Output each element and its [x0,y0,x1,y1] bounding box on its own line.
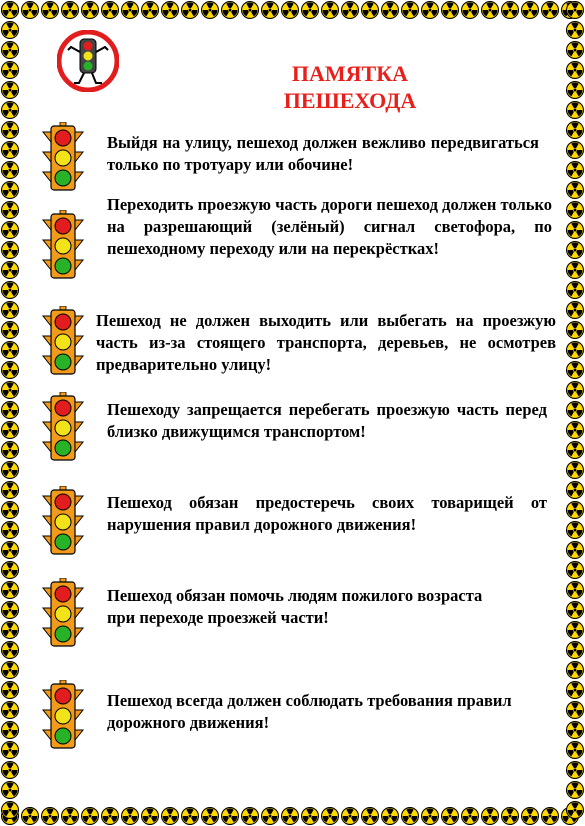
radiation-trefoil-icon [1,781,19,799]
radiation-trefoil-icon [566,741,584,759]
radiation-trefoil-icon [1,661,19,679]
radiation-trefoil-icon [1,581,19,599]
radiation-trefoil-icon [566,541,584,559]
radiation-trefoil-icon [1,1,19,19]
radiation-trefoil-icon [1,101,19,119]
radiation-trefoil-icon [541,1,559,19]
radiation-trefoil-icon [566,301,584,319]
radiation-trefoil-icon [566,281,584,299]
radiation-trefoil-icon [566,101,584,119]
radiation-trefoil-icon [481,1,499,19]
radiation-trefoil-icon [1,501,19,519]
radiation-trefoil-icon [1,321,19,339]
radiation-trefoil-icon [566,681,584,699]
radiation-trefoil-icon [101,807,119,825]
radiation-trefoil-icon [1,281,19,299]
radiation-trefoil-icon [221,807,239,825]
radiation-trefoil-icon [241,1,259,19]
radiation-trefoil-icon [566,181,584,199]
radiation-trefoil-icon [566,61,584,79]
radiation-trefoil-icon [566,261,584,279]
radiation-trefoil-icon [541,807,559,825]
radiation-trefoil-icon [1,801,19,819]
radiation-trefoil-icon [566,801,584,819]
radiation-trefoil-icon [566,461,584,479]
radiation-trefoil-icon [566,321,584,339]
radiation-trefoil-icon [1,221,19,239]
radiation-trefoil-icon [281,807,299,825]
radiation-trefoil-icon [1,301,19,319]
radiation-trefoil-icon [41,1,59,19]
rule-text: Переходить проезжую часть дороги пешеход должен только на разрешающий (зелёный) сигнал светофора, по пешеходному переходу или на перекрёстках! [107,195,552,258]
radiation-trefoil-icon [361,807,379,825]
radiation-trefoil-icon [1,461,19,479]
radiation-trefoil-icon [381,1,399,19]
radiation-trefoil-icon [121,1,139,19]
radiation-trefoil-icon [181,807,199,825]
radiation-trefoil-icon [441,1,459,19]
traffic-light-icon [40,680,86,750]
rule-4 [40,392,547,462]
radiation-trefoil-icon [1,541,19,559]
radiation-trefoil-icon [1,121,19,139]
radiation-trefoil-icon [1,741,19,759]
radiation-trefoil-icon [261,807,279,825]
radiation-trefoil-icon [566,441,584,459]
radiation-trefoil-icon [281,1,299,19]
radiation-trefoil-icon [566,601,584,619]
radiation-trefoil-icon [401,1,419,19]
radiation-trefoil-icon [566,421,584,439]
radiation-trefoil-icon [566,581,584,599]
rule-text: Пешеход обязан предостеречь своих товарищей от нарушения правил дорожного движения! [107,493,547,534]
radiation-trefoil-icon [401,807,419,825]
radiation-trefoil-icon [1,181,19,199]
radiation-trefoil-icon [1,621,19,639]
radiation-trefoil-icon [566,21,584,39]
radiation-trefoil-icon [321,807,339,825]
radiation-trefoil-icon [141,1,159,19]
border-bottom [0,806,585,826]
rule-text: Пешеход всегда должен соблюдать требования правил дорожного движения! [107,691,512,732]
rule-7 [40,680,547,750]
radiation-trefoil-icon [1,701,19,719]
radiation-trefoil-icon [81,1,99,19]
title-line-2: ПЕШЕХОДА [283,88,417,113]
border-top [0,0,585,20]
radiation-trefoil-icon [321,1,339,19]
radiation-trefoil-icon [566,221,584,239]
border-left [0,0,20,826]
radiation-trefoil-icon [461,1,479,19]
radiation-trefoil-icon [1,681,19,699]
radiation-trefoil-icon [421,1,439,19]
radiation-trefoil-icon [61,1,79,19]
radiation-trefoil-icon [501,807,519,825]
rule-text: Пешеход не должен выходить или выбегать на проезжую часть из-за стоящего транспорта, деревьев, не осмотрев предварительно улицу! [96,311,556,374]
radiation-trefoil-icon [1,161,19,179]
radiation-trefoil-icon [566,701,584,719]
radiation-trefoil-icon [566,661,584,679]
radiation-trefoil-icon [1,201,19,219]
radiation-trefoil-icon [566,721,584,739]
radiation-trefoil-icon [441,807,459,825]
radiation-trefoil-icon [566,121,584,139]
radiation-trefoil-icon [566,201,584,219]
radiation-trefoil-icon [241,807,259,825]
radiation-trefoil-icon [81,807,99,825]
traffic-light-icon [40,392,86,462]
radiation-trefoil-icon [1,441,19,459]
rule-1 [40,122,539,192]
radiation-trefoil-icon [341,1,359,19]
radiation-trefoil-icon [1,21,19,39]
radiation-trefoil-icon [1,521,19,539]
radiation-trefoil-icon [361,1,379,19]
traffic-light-icon [40,122,86,192]
radiation-trefoil-icon [221,1,239,19]
radiation-trefoil-icon [566,81,584,99]
radiation-trefoil-icon [261,1,279,19]
radiation-trefoil-icon [566,241,584,259]
radiation-trefoil-icon [566,621,584,639]
radiation-trefoil-icon [481,807,499,825]
rule-text: Пешеходу запрещается перебегать проезжую часть перед близко движущимся транспортом! [107,400,547,441]
radiation-trefoil-icon [101,1,119,19]
radiation-trefoil-icon [566,521,584,539]
radiation-trefoil-icon [41,807,59,825]
traffic-light-icon [40,210,86,280]
radiation-trefoil-icon [1,61,19,79]
radiation-trefoil-icon [161,1,179,19]
traffic-light-icon [40,306,86,376]
radiation-trefoil-icon [1,761,19,779]
radiation-trefoil-icon [1,601,19,619]
radiation-trefoil-icon [1,241,19,259]
radiation-trefoil-icon [201,1,219,19]
radiation-trefoil-icon [566,641,584,659]
radiation-trefoil-icon [566,41,584,59]
radiation-trefoil-icon [521,1,539,19]
radiation-trefoil-icon [566,761,584,779]
radiation-trefoil-icon [1,561,19,579]
radiation-trefoil-icon [421,807,439,825]
radiation-trefoil-icon [501,1,519,19]
border-right [565,0,585,826]
radiation-trefoil-icon [61,807,79,825]
radiation-trefoil-icon [141,807,159,825]
radiation-trefoil-icon [566,781,584,799]
radiation-trefoil-icon [1,401,19,419]
radiation-trefoil-icon [1,341,19,359]
radiation-trefoil-icon [1,261,19,279]
traffic-light-icon [40,578,86,648]
radiation-trefoil-icon [161,807,179,825]
radiation-trefoil-icon [301,807,319,825]
radiation-trefoil-icon [566,481,584,499]
radiation-trefoil-icon [201,807,219,825]
traffic-light-character-icon [57,30,119,92]
rule-text: Пешеход обязан помочь людям пожилого возраста при переходе проезжей части! [107,586,483,627]
radiation-trefoil-icon [1,381,19,399]
rule-5 [40,486,547,556]
radiation-trefoil-icon [566,381,584,399]
radiation-trefoil-icon [381,807,399,825]
radiation-trefoil-icon [121,807,139,825]
radiation-trefoil-icon [566,501,584,519]
radiation-trefoil-icon [1,361,19,379]
radiation-trefoil-icon [1,721,19,739]
rule-text: Выйдя на улицу, пешеход должен вежливо передвигаться только по тротуару или обочине! [107,133,539,174]
radiation-trefoil-icon [1,41,19,59]
radiation-trefoil-icon [566,161,584,179]
radiation-trefoil-icon [181,1,199,19]
page-title [250,60,450,114]
radiation-trefoil-icon [21,1,39,19]
radiation-trefoil-icon [566,361,584,379]
radiation-trefoil-icon [1,481,19,499]
radiation-trefoil-icon [566,561,584,579]
radiation-trefoil-icon [1,141,19,159]
radiation-trefoil-icon [461,807,479,825]
rule-2 [40,195,552,280]
radiation-trefoil-icon [566,141,584,159]
radiation-trefoil-icon [566,401,584,419]
radiation-trefoil-icon [566,341,584,359]
traffic-light-icon [40,486,86,556]
radiation-trefoil-icon [1,641,19,659]
radiation-trefoil-icon [1,81,19,99]
radiation-trefoil-icon [301,1,319,19]
radiation-trefoil-icon [566,1,584,19]
radiation-trefoil-icon [21,807,39,825]
radiation-trefoil-icon [1,421,19,439]
rule-3 [40,306,556,376]
radiation-trefoil-icon [521,807,539,825]
rule-6 [40,578,507,648]
title-line-1: ПАМЯТКА [291,61,409,86]
radiation-trefoil-icon [341,807,359,825]
